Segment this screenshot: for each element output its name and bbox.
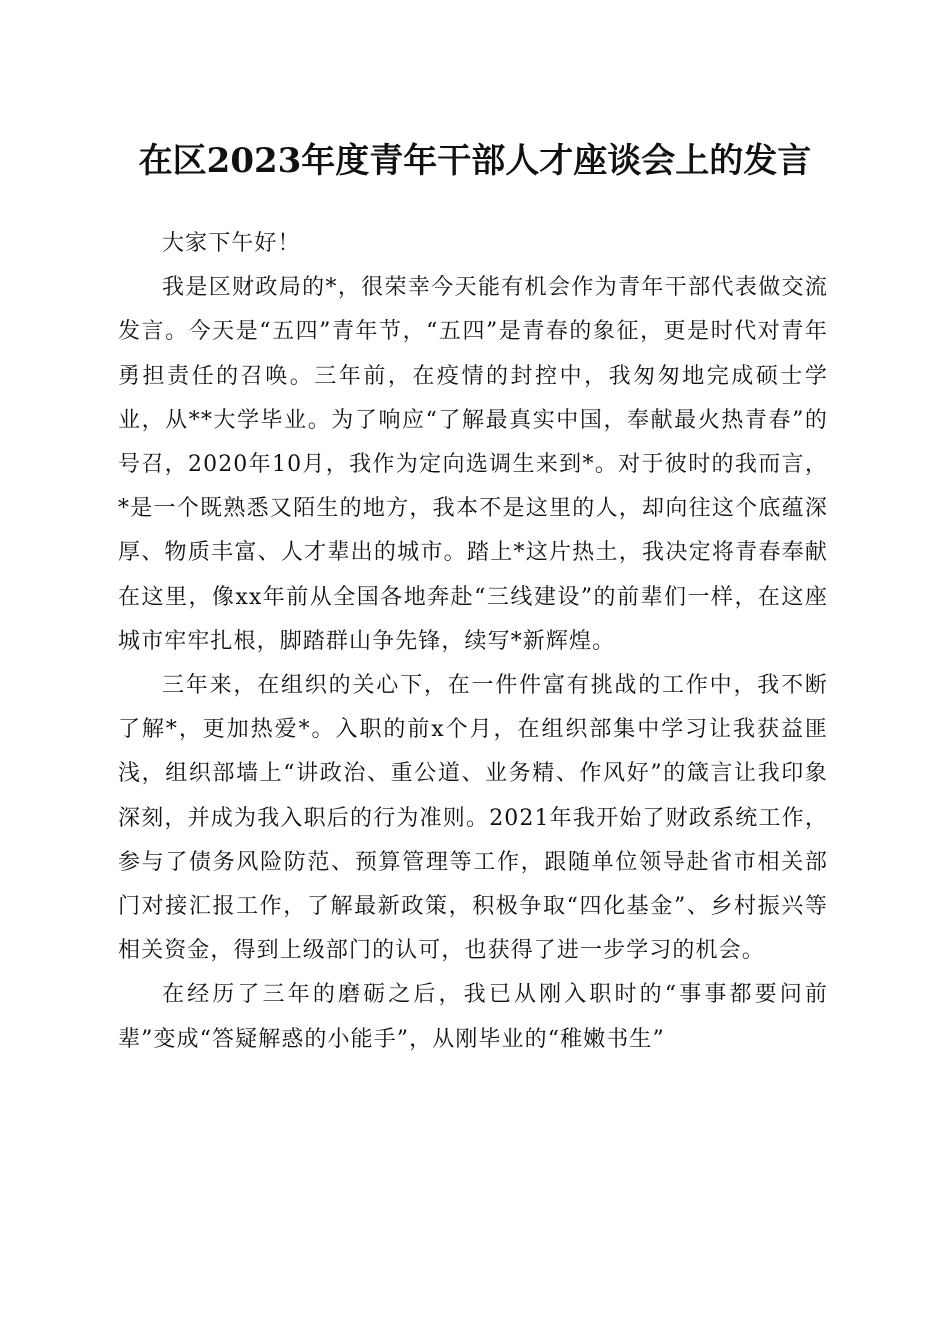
document-title: 在区2023年度青年干部人才座谈会上的发言: [138, 141, 812, 181]
document-body: [118, 222, 828, 1062]
paragraph-growth: 在经历了三年的磨砺之后，我已从刚入职时的“事事都要问前辈”变成“答疑解惑的小能手”，从刚毕业的“稚嫩书生”: [118, 982, 828, 1052]
paragraph-three-years: 三年来，在组织的关心下，在一件件富有挑战的工作中，我不断了解*，更加热爱*。入职的前x个月，在组织部集中学习让我获益匪浅，组织部墙上“讲政治、重公道、业务精、作风好”的箴言让我印象深刻，并成为我入职后的行为准则。2021年我开始了财政系统工作，参与了债务风险防范、预算管理等工作，跟随单位领导赴省市相关部门对接汇报工作，了解最新政策，积极争取“四化基金”、乡村振兴等相关资金，得到上级部门的认可，也获得了进一步学习的机会。: [118, 673, 828, 964]
paragraph-greeting: 大家下午好！: [162, 231, 301, 256]
paragraph-introduction: 我是区财政局的*，很荣幸今天能有机会作为青年干部代表做交流发言。今天是“五四”青年节，“五四”是青春的象征，更是时代对青年勇担责任的召唤。三年前，在疫情的封控中，我匆匆地完成硕士学业，从**大学毕业。为了响应“了解最真实中国，奉献最火热青春”的号召，2020年10月，我作为定向选调生来到*。对于彼时的我而言，*是一个既熟悉又陌生的地方，我本不是这里的人，却向往这个底蕴深厚、物质丰富、人才辈出的城市。踏上*这片热土，我决定将青春奉献在这里，像xx年前从全国各地奔赴“三线建设”的前辈们一样，在这座城市牢牢扎根，脚踏群山争先锋，续写*新辉煌。: [118, 275, 828, 654]
